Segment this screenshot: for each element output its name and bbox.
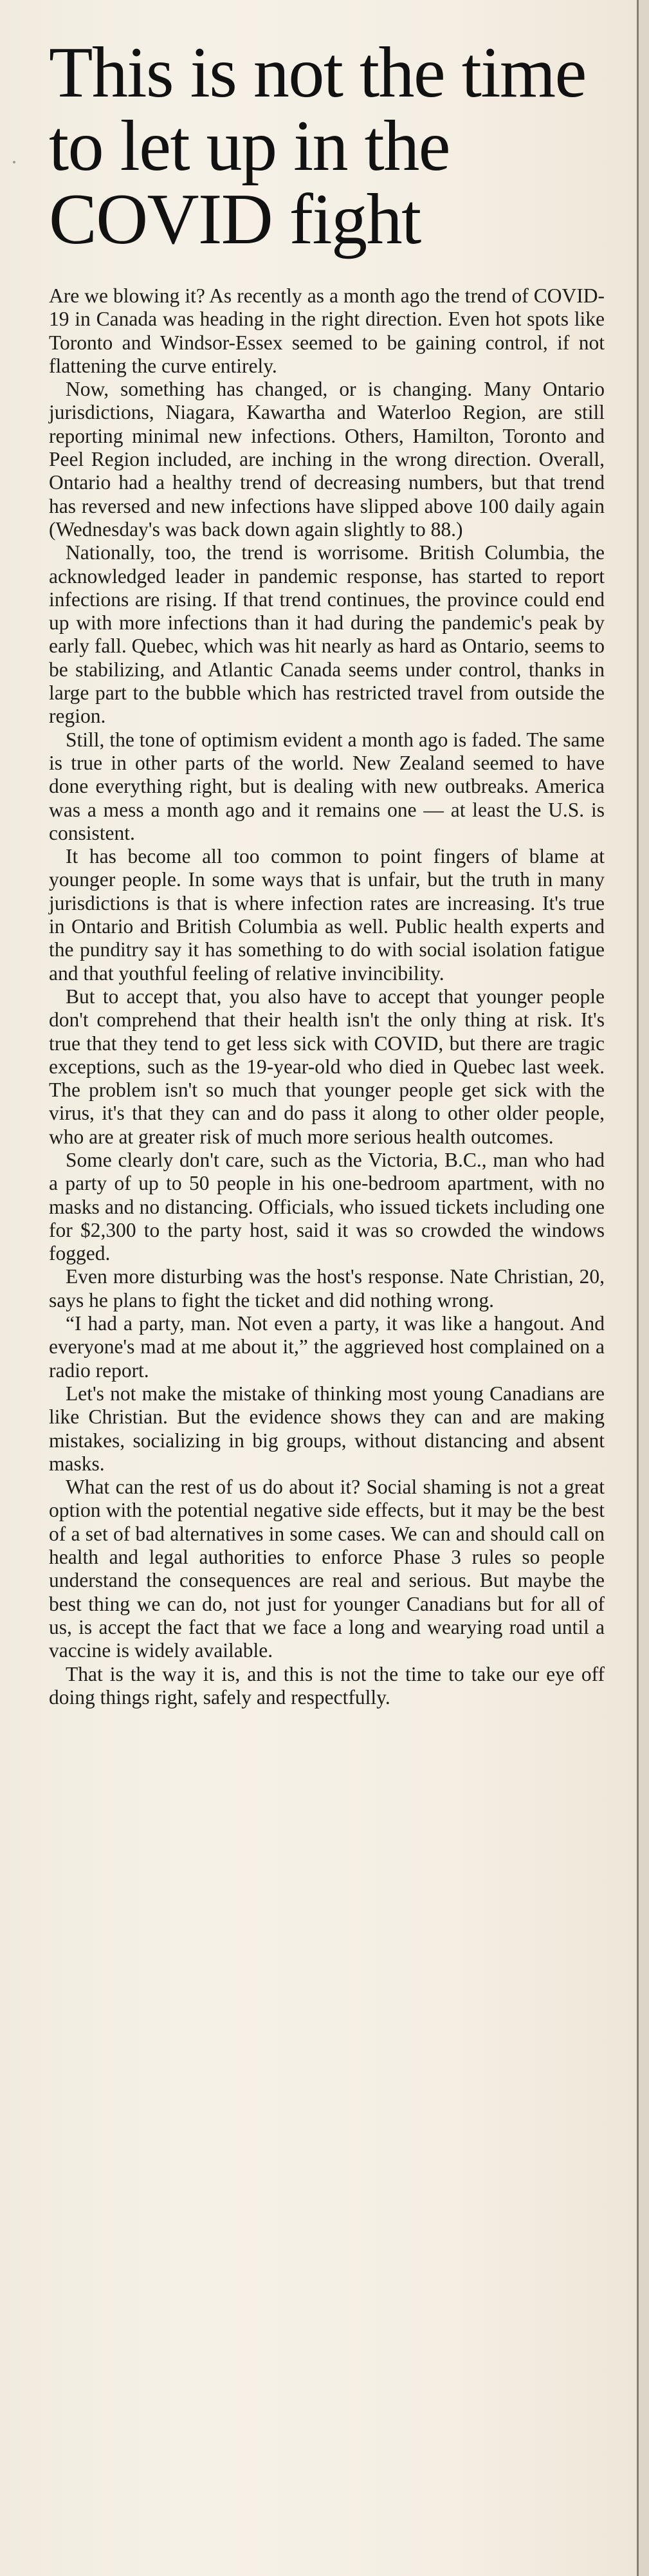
paragraph: Some clearly don't care, such as the Victoria, B.C., man who had a party of up to 50 people in his one-bedroom apartment, with no masks and no distancing. Officials, who issued tickets including one for $2,300 to the party host, said it was so crowded the windows fogged. <box>49 1148 605 1265</box>
paper-speck <box>13 161 15 163</box>
paragraph: Nationally, too, the trend is worrisome. British Columbia, the acknowledged leader in pandemic response, has started to report infections are rising. If that trend continues, the province could end up with more infections than it had during the pandemic's peak by early fall. Quebec, which was hit nearly as hard as Ontario, seems to be stabilizing, and Atlantic Canada seems under control, thanks in large part to the bubble which has restricted travel from outside the region. <box>49 541 605 728</box>
paragraph: That is the way it is, and this is not the time to take our eye off doing things right, safely and respectfully. <box>49 1662 605 1709</box>
paragraph: Even more disturbing was the host's response. Nate Christian, 20, says he plans to fight the ticket and did nothing wrong. <box>49 1265 605 1311</box>
paragraph: Now, something has changed, or is changing. Many Ontario jurisdictions, Niagara, Kawartha and Waterloo Region, are still reporting minimal new infections. Others, Hamilton, Toronto and Peel Region included, are inching in the wrong direction. Overall, Ontario had a healthy trend of decreasing numbers, but that trend has reversed and new infections have slipped above 100 daily again (Wednesday's was back down again slightly to 88.) <box>49 378 605 541</box>
headline: This is not the time to let up in the COVID fight <box>49 33 586 259</box>
paragraph: What can the rest of us do about it? Social shaming is not a great option with the potential negative side effects, but it may be the best of a set of bad alternatives in some cases. We can and should call on health and legal authorities to enforce Phase 3 rules so people understand the consequences are real and serious. But maybe the best thing we can do, not just for younger Canadians but for all of us, is accept the fact that we face a long and wearying road until a vaccine is widely available. <box>49 1476 605 1662</box>
article-body <box>49 284 605 1709</box>
paragraph: It has become all too common to point fingers of blame at younger people. In some ways that is unfair, but the truth in many jurisdictions is that is where infection rates are increasing. It's true in Ontario and British Columbia as well. Public health experts and the punditry say it has something to do with social isolation fatigue and that youthful feeling of relative invincibility. <box>49 845 605 985</box>
paragraph: Still, the tone of optimism evident a month ago is faded. The same is true in other parts of the world. New Zealand seemed to have done everything right, but is dealing with new outbreaks. America was a mess a month ago and it remains one — at least the U.S. is consistent. <box>49 728 605 844</box>
editorial-column <box>49 33 605 1709</box>
paragraph: “I had a party, man. Not even a party, it was like a hangout. And everyone's mad at me about it,” the aggrieved host complained on a radio report. <box>49 1312 605 1382</box>
adjacent-page-edge <box>639 0 649 2576</box>
paragraph: But to accept that, you also have to accept that younger people don't comprehend that their health isn't the only thing at risk. It's true that they tend to get less sick with COVID, but there are tragic exceptions, such as the 19-year-old who died in Quebec last week. The problem isn't so much that younger people get sick with the virus, it's that they can and do pass it along to other older people, who are at greater risk of much more serious health outcomes. <box>49 985 605 1148</box>
paragraph: Are we blowing it? As recently as a month ago the trend of COVID-19 in Canada was heading in the right direction. Even hot spots like Toronto and Windsor-Essex seemed to be gaining control, if not flattening the curve entirely. <box>49 284 605 377</box>
paragraph: Let's not make the mistake of thinking most young Canadians are like Christian. But the evidence shows they can and are making mistakes, socializing in big groups, without distancing and absent masks. <box>49 1382 605 1475</box>
